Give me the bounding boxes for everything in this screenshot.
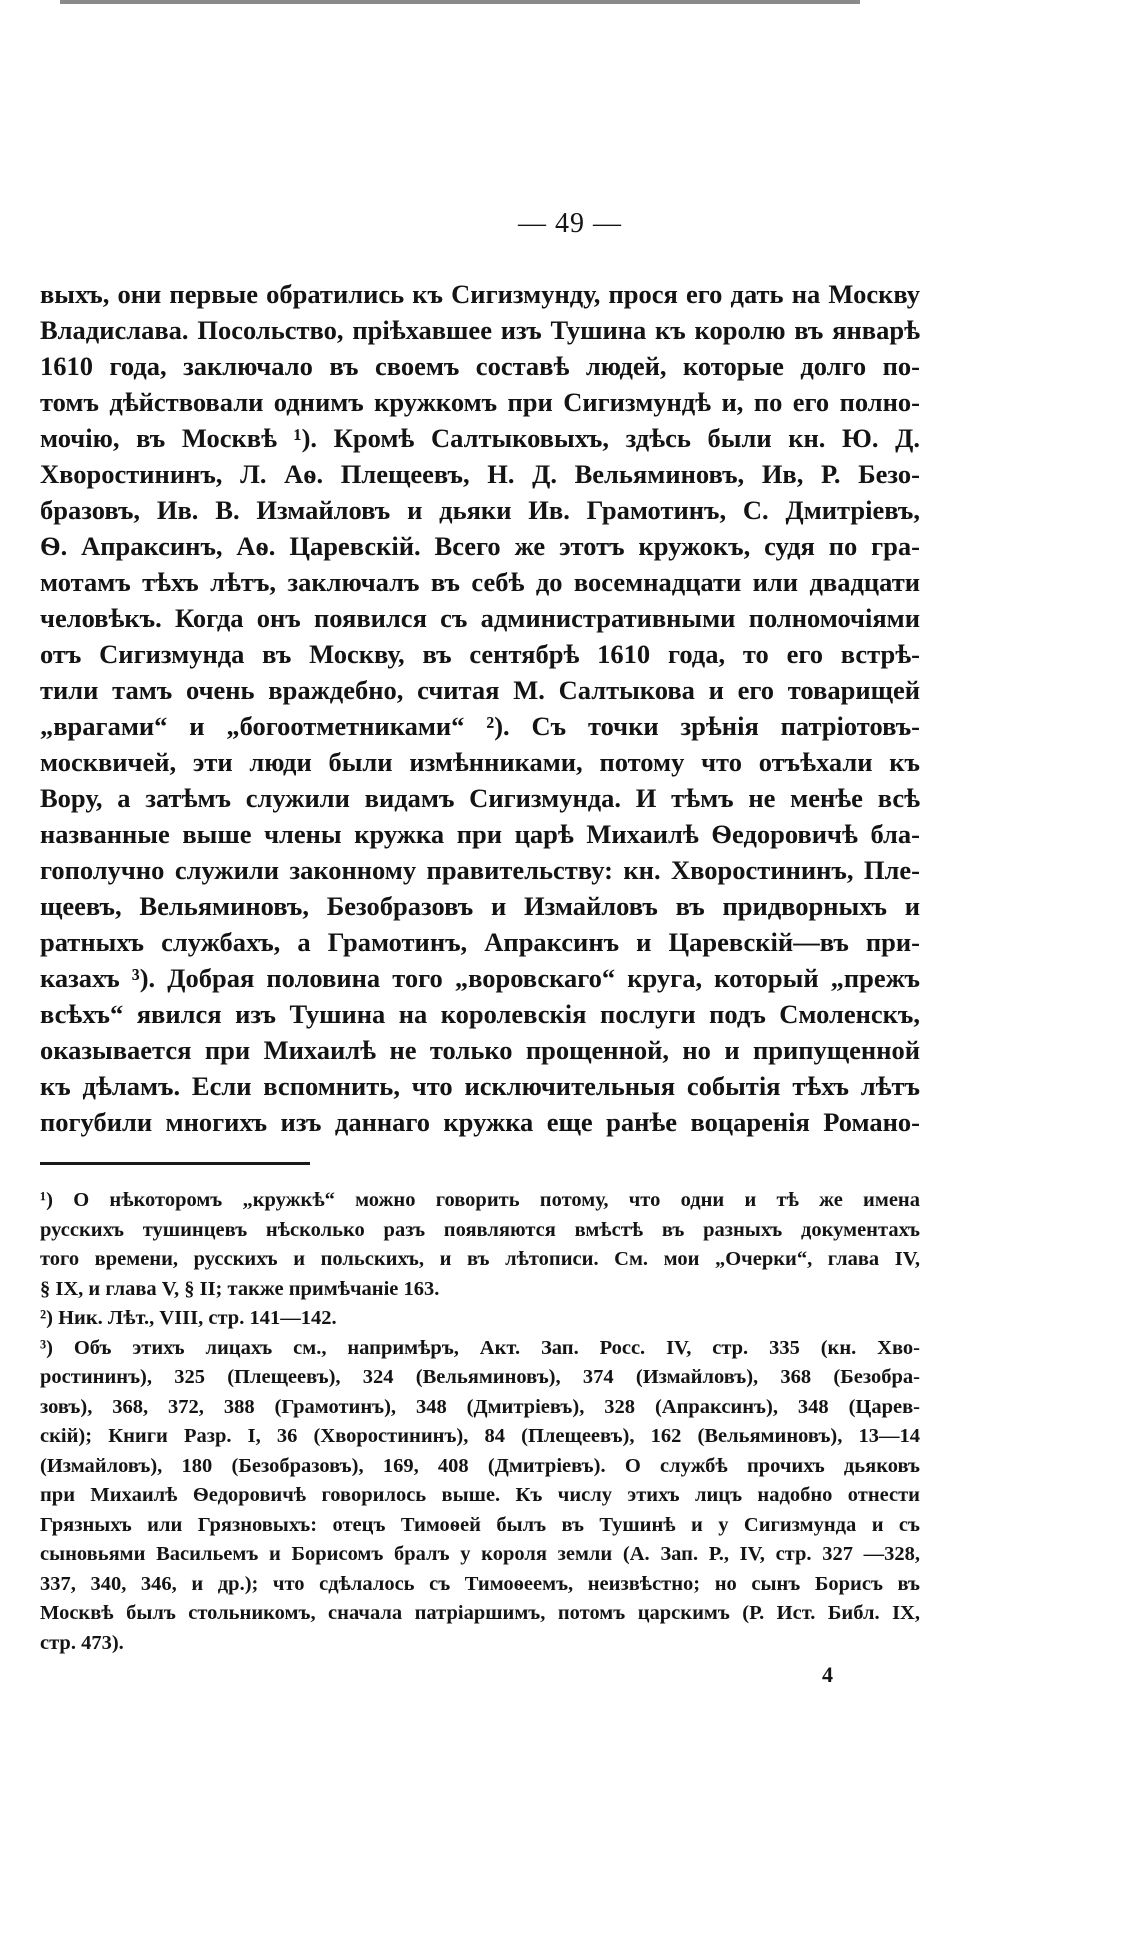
footnote-line: русскихъ тушинцевъ нѣсколько разъ появляются вмѣстѣ въ разныхъ документахъ — [40, 1218, 920, 1241]
footnote-line: ростининъ), 325 (Плещеевъ), 324 (Вельяминовъ), 374 (Измайловъ), 368 (Безобра- — [40, 1366, 920, 1388]
footnote-line: (Измайловъ), 180 (Безобразовъ), 169, 408 (Дмитріевъ). О службѣ прочихъ дьяковъ — [40, 1454, 920, 1477]
footnote-line: ²) Ник. Лѣт., VIII, стр. 141—142. — [40, 1307, 337, 1329]
body-line: ратныхъ службахъ, а Грамотинъ, Апраксинъ и Царевскій—въ при- — [40, 927, 920, 957]
footnote-line: ³) Объ этихъ лицахъ см., напримѣръ, Акт. Зап. Росс. IV, стр. 335 (кн. Хво- — [40, 1336, 920, 1359]
body-line: тили тамъ очень враждебно, считая М. Салтыкова и его товарищей — [40, 675, 920, 705]
main-text — [40, 276, 920, 1140]
footnote-line: ¹) О нѣкоторомъ „кружкѣ“ можно говорить потому, что одни и тѣ же имена — [40, 1189, 920, 1211]
body-line: 1610 года, заключало въ своемъ составѣ людей, которые долго по- — [40, 351, 920, 381]
footnote-line: сыновьями Васильемъ и Борисомъ бралъ у короля земли (А. Зап. Р., IV, стр. 327 —328, — [40, 1543, 920, 1565]
body-line: томъ дѣйствовали однимъ кружкомъ при Сигизмундѣ и, по его полно- — [40, 387, 920, 417]
page-number: — 49 — — [518, 208, 622, 239]
body-line: выхъ, они первые обратились къ Сигизмунду, прося его дать на Москву — [40, 279, 920, 309]
signature-mark: 4 — [822, 1662, 833, 1687]
body-line: щеевъ, Вельяминовъ, Безобразовъ и Измайловъ въ придворныхъ и — [40, 891, 920, 921]
body-line: мочію, въ Москвѣ ¹). Кромѣ Салтыковыхъ, здѣсь были кн. Ю. Д. — [40, 423, 920, 453]
body-line: названные выше члены кружка при царѣ Михаилѣ Ѳедоровичѣ бла- — [40, 819, 920, 849]
footnote-line: стр. 473). — [40, 1631, 124, 1654]
footnote-line: при Михаилѣ Ѳедоровичѣ говорилось выше. Къ числу этихъ лицъ надобно отнести — [40, 1484, 920, 1506]
footnote-line: зовъ), 368, 372, 388 (Грамотинъ), 348 (Дмитріевъ), 328 (Апраксинъ), 348 (Царев- — [40, 1395, 920, 1418]
body-line: „врагами“ и „богоотметниками“ ²). Съ точки зрѣнія патріотовъ- — [40, 711, 920, 741]
footnotes — [40, 1186, 920, 1658]
body-line: мотамъ тѣхъ лѣтъ, заключалъ въ себѣ до восемнадцати или двадцати — [40, 567, 920, 597]
body-line: оказывается при Михаилѣ не только прощенной, но и припущенной — [40, 1035, 920, 1065]
body-line: гополучно служили законному правительству: кн. Хворостининъ, Пле- — [40, 855, 920, 885]
body-line: погубили многихъ изъ даннаго кружка еще ранѣе воцаренія Романо- — [40, 1107, 920, 1137]
body-line: Вору, а затѣмъ служили видамъ Сигизмунда. И тѣмъ не менѣе всѣ — [40, 783, 920, 813]
footnote-line: Москвѣ былъ стольникомъ, сначала патріаршимъ, потомъ царскимъ (Р. Ист. Библ. IX, — [40, 1602, 920, 1624]
body-line: бразовъ, Ив. В. Измайловъ и дьяки Ив. Грамотинъ, С. Дмитріевъ, — [40, 495, 920, 525]
body-line: Владислава. Посольство, пріѣхавшее изъ Тушина къ королю въ январѣ — [40, 315, 920, 345]
body-line: москвичей, эти люди были измѣнниками, потому что отъѣхали къ — [40, 747, 920, 777]
body-line: Хворостининъ, Л. Аѳ. Плещеевъ, Н. Д. Вельяминовъ, Ив, Р. Безо- — [40, 459, 920, 489]
footnote-line: 337, 340, 346, и др.); что сдѣлалось съ Тимоѳеемъ, неизвѣстно; но сынъ Борисъ въ — [40, 1572, 920, 1595]
footnote-line: того времени, русскихъ и польскихъ, и въ лѣтописи. См. мои „Очерки“, глава IV, — [40, 1248, 920, 1270]
body-line: Ѳ. Апраксинъ, Аѳ. Царевскій. Всего же этотъ кружокъ, судя по гра- — [40, 531, 920, 561]
body-line: человѣкъ. Когда онъ появился съ административными полномочіями — [40, 603, 920, 633]
top-edge-artifact — [60, 0, 860, 4]
footnote-line: § IX, и глава V, § II; также примѣчаніе 163. — [40, 1277, 440, 1300]
footnote-divider — [40, 1162, 310, 1165]
body-line: къ дѣламъ. Если вспомнить, что исключительныя событія тѣхъ лѣтъ — [40, 1071, 920, 1101]
footnote-line: скій); Книги Разр. I, 36 (Хворостининъ), 84 (Плещеевъ), 162 (Вельяминовъ), 13—14 — [40, 1425, 920, 1447]
body-line: всѣхъ“ явился изъ Тушина на королевскія послуги подъ Смоленскъ, — [40, 999, 920, 1029]
body-line: отъ Сигизмунда въ Москву, въ сентябрѣ 1610 года, то его встрѣ- — [40, 639, 920, 669]
footnote-line: Грязныхъ или Грязновыхъ: отецъ Тимоѳей былъ въ Тушинѣ и у Сигизмунда и съ — [40, 1513, 920, 1536]
body-line: казахъ ³). Добрая половина того „воровскаго“ круга, который „прежъ — [40, 963, 920, 993]
